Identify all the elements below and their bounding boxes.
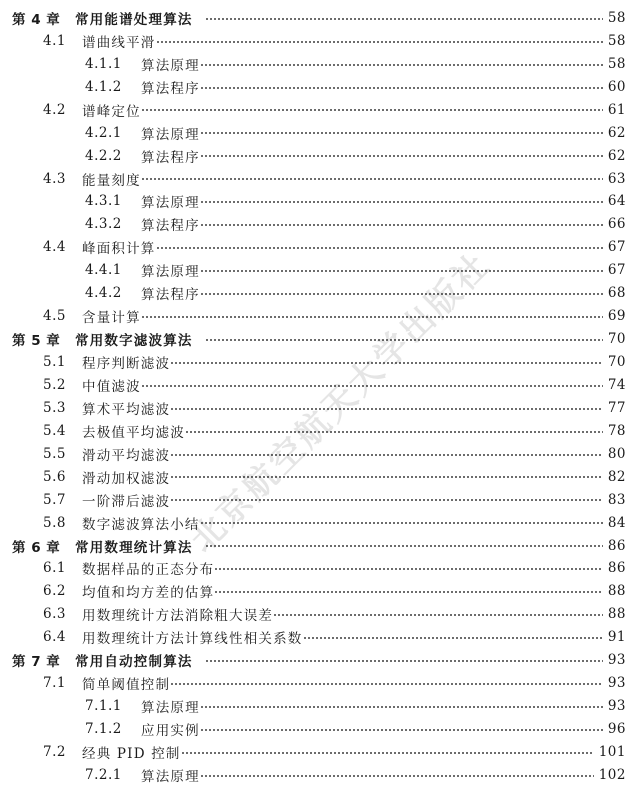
dot-leader [200,121,603,144]
entry-number: 5.7 [43,491,66,508]
toc-section-entry [0,741,637,764]
toc-subsection-entry [0,259,637,282]
dot-leader [205,534,603,557]
page-number: 60 [607,78,626,95]
entry-title: 算法原理 [141,126,200,143]
toc-section-entry [0,29,637,52]
entry-title: 算法程序 [141,149,200,166]
entry-title: 算法程序 [141,287,200,304]
entry-title: 均值和均方差的估算 [82,585,215,602]
page-number: 86 [607,537,626,554]
entry-number: 4.1 [43,32,66,49]
page-number: 70 [607,331,626,348]
dot-leader [200,695,603,718]
entry-title: 用数理统计方法计算线性相关系数 [82,631,303,648]
toc-section-entry [0,442,637,465]
page-number: 84 [607,514,626,531]
entry-number: 4.2 [43,101,66,118]
toc-chapter-entry [0,7,637,30]
entry-number: 5.6 [43,468,66,485]
page-number: 101 [598,743,626,760]
toc-subsection-entry [0,75,637,98]
page-number: 63 [607,170,626,187]
page-number: 74 [607,376,626,393]
entry-number: 7.1.1 [85,698,122,715]
entry-title: 去极值平均滤波 [82,424,185,441]
entry-title: 经典 PID 控制 [82,745,181,762]
page-number: 93 [607,698,626,715]
entry-number: 4.4 [43,239,66,256]
entry-number: 6.1 [43,560,66,577]
toc-subsection-entry [0,718,637,741]
page-number: 83 [607,491,626,508]
toc-chapter-entry [0,328,637,351]
entry-title: 常用能谱处理算法 [75,11,193,28]
dot-leader [205,328,603,351]
entry-number: 4.1.1 [85,55,122,72]
entry-number: 5.5 [43,445,66,462]
dot-leader [141,305,603,328]
toc-subsection-entry [0,763,637,786]
dot-leader [156,29,603,52]
entry-title: 谱峰定位 [82,103,141,120]
entry-title: 一阶滞后滤波 [82,493,171,510]
page-number: 78 [607,422,626,439]
entry-number: 7.2.1 [85,766,122,783]
toc-section-entry [0,672,637,695]
entry-title: 用数理统计方法消除粗大误差 [82,608,274,625]
entry-title: 滑动平均滤波 [82,447,171,464]
entry-number: 5.3 [43,399,66,416]
dot-leader [170,465,603,488]
page-number: 68 [607,285,626,302]
toc-section-entry [0,419,637,442]
toc-subsection-entry [0,52,637,75]
page-number: 91 [607,629,626,646]
dot-leader [200,190,603,213]
dot-leader [200,282,603,305]
dot-leader [181,741,594,764]
page-number: 67 [607,239,626,256]
entry-title: 常用数字滤波算法 [75,333,193,350]
entry-title: 数据样品的正态分布 [82,562,215,579]
entry-title: 程序判断滤波 [82,356,171,373]
entry-title: 算术平均滤波 [82,401,171,418]
page-number: 69 [607,308,626,325]
dot-leader [214,557,603,580]
entry-title: 应用实例 [141,723,200,740]
toc-section-entry [0,167,637,190]
entry-number: 6.4 [43,629,66,646]
entry-title: 能量刻度 [82,172,141,189]
page-number: 62 [607,124,626,141]
entry-number: 第 7 章 [12,654,61,671]
page-number: 58 [607,55,626,72]
dot-leader [141,98,603,121]
toc-subsection-entry [0,695,637,718]
entry-number: 7.2 [43,743,66,760]
entry-number: 5.2 [43,376,66,393]
page-number: 93 [607,652,626,669]
entry-number: 5.1 [43,354,66,371]
dot-leader [273,603,603,626]
entry-number: 7.1.2 [85,721,122,738]
entry-title: 含量计算 [82,310,141,327]
toc-chapter-entry [0,534,637,557]
page-number: 80 [607,445,626,462]
toc-subsection-entry [0,282,637,305]
dot-leader [156,236,603,259]
page-number: 102 [598,766,626,783]
toc-section-entry [0,98,637,121]
page-number: 88 [607,583,626,600]
entry-title: 算法程序 [141,80,200,97]
entry-number: 4.2.1 [85,124,122,141]
entry-number: 4.4.2 [85,285,122,302]
dot-leader [170,488,603,511]
entry-number: 6.2 [43,583,66,600]
page-number: 86 [607,560,626,577]
entry-title: 算法原理 [141,700,200,717]
dot-leader [170,442,603,465]
page-number: 93 [607,675,626,692]
entry-title: 简单阈值控制 [82,677,171,694]
dot-leader [170,351,603,374]
toc-subsection-entry [0,144,637,167]
dot-leader [200,511,603,534]
dot-leader [141,374,603,397]
dot-leader [170,672,603,695]
entry-number: 第 6 章 [12,539,61,556]
entry-title: 算法原理 [141,195,200,212]
dot-leader [214,580,603,603]
page-number: 62 [607,147,626,164]
dot-leader [200,763,594,786]
page-number: 77 [607,399,626,416]
toc-section-entry [0,626,637,649]
dot-leader [205,7,603,30]
entry-number: 5.4 [43,422,66,439]
page-number: 88 [607,606,626,623]
dot-leader [303,626,603,649]
dot-leader [200,259,603,282]
entry-title: 算法原理 [141,57,200,74]
entry-title: 算法程序 [141,218,200,235]
toc-section-entry [0,580,637,603]
dot-leader [170,396,603,419]
toc-section-entry [0,305,637,328]
dot-leader [200,75,603,98]
entry-title: 数字滤波算法小结 [82,516,200,533]
entry-number: 6.3 [43,606,66,623]
dot-leader [141,167,603,190]
entry-number: 4.2.2 [85,147,122,164]
table-of-contents [0,7,637,787]
dot-leader [205,649,603,672]
toc-subsection-entry [0,213,637,236]
toc-section-entry [0,557,637,580]
page-number: 61 [607,101,626,118]
toc-section-entry [0,236,637,259]
page-number: 82 [607,468,626,485]
page-number: 58 [607,32,626,49]
page-number: 64 [607,193,626,210]
entry-number: 4.5 [43,308,66,325]
page-number: 66 [607,216,626,233]
toc-section-entry [0,465,637,488]
dot-leader [185,419,603,442]
toc-section-entry [0,488,637,511]
entry-number: 4.4.1 [85,262,122,279]
entry-title: 谱曲线平滑 [82,34,156,51]
entry-number: 第 5 章 [12,333,61,350]
toc-section-entry [0,351,637,374]
entry-number: 4.3.1 [85,193,122,210]
page-number: 67 [607,262,626,279]
entry-number: 5.8 [43,514,66,531]
toc-section-entry [0,511,637,534]
toc-section-entry [0,396,637,419]
page-number: 70 [607,354,626,371]
page-number: 58 [607,9,626,26]
entry-title: 中值滤波 [82,378,141,395]
entry-number: 4.1.2 [85,78,122,95]
entry-title: 算法原理 [141,768,200,785]
page-number: 96 [607,721,626,738]
entry-number: 4.3.2 [85,216,122,233]
dot-leader [200,213,603,236]
dot-leader [200,718,603,741]
entry-title: 峰面积计算 [82,241,156,258]
entry-title: 算法原理 [141,264,200,281]
toc-chapter-entry [0,649,637,672]
entry-number: 4.3 [43,170,66,187]
entry-number: 第 4 章 [12,11,61,28]
toc-subsection-entry [0,121,637,144]
entry-title: 常用自动控制算法 [75,654,193,671]
entry-number: 7.1 [43,675,66,692]
toc-subsection-entry [0,190,637,213]
dot-leader [200,144,603,167]
entry-title: 常用数理统计算法 [75,539,193,556]
entry-title: 滑动加权滤波 [82,470,171,487]
dot-leader [200,52,603,75]
toc-section-entry [0,603,637,626]
toc-section-entry [0,374,637,397]
